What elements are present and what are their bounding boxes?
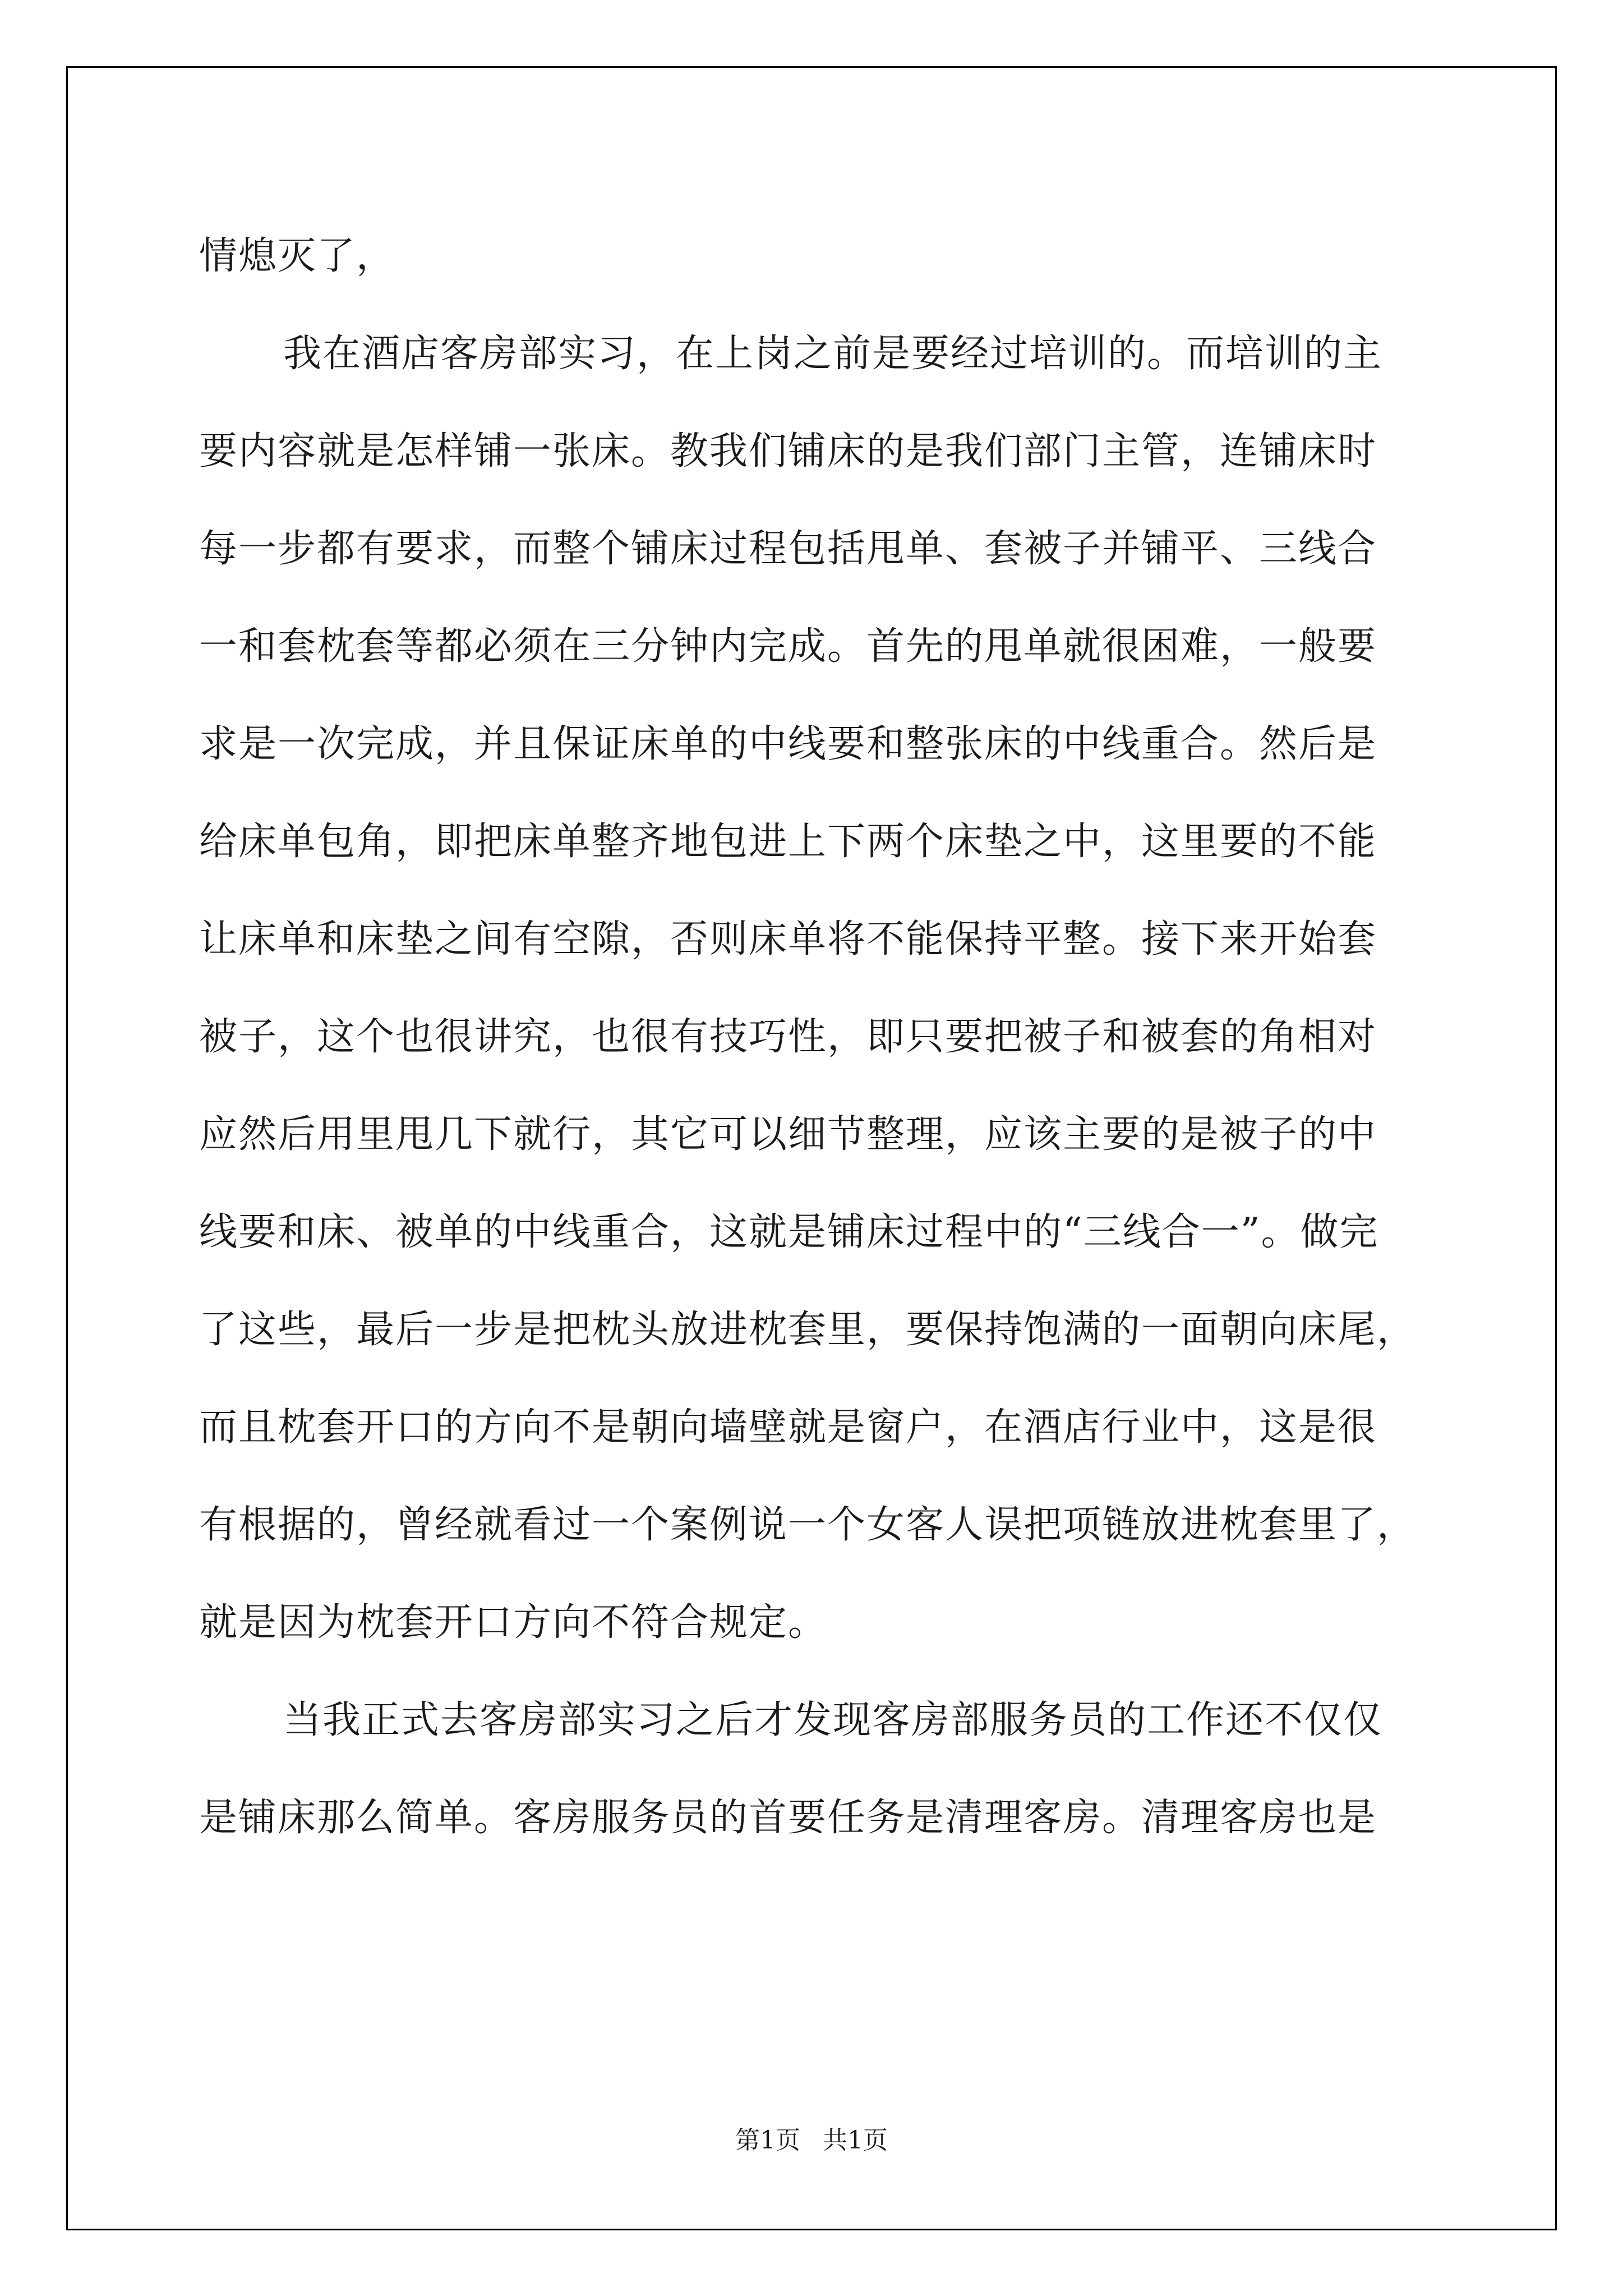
paragraph-start-line: 我在酒店客房部实习，在上岗之前是要经过培训的。而培训的主 xyxy=(283,332,1383,376)
text-line: 情熄灭了， xyxy=(199,234,396,278)
text-line: 每一步都有要求，而整个铺床过程包括甩单、套被子并铺平、三线合 xyxy=(199,527,1377,571)
text-line: 应然后用里甩几下就行，其它可以细节整理，应该主要的是被子的中 xyxy=(199,1112,1377,1157)
text-line: 被子，这个也很讲究，也很有技巧性，即只要把被子和被套的角相对 xyxy=(199,1015,1377,1059)
text-line: 而且枕套开口的方向不是朝向墙壁就是窗户，在酒店行业中，这是很 xyxy=(199,1405,1377,1450)
text-line: 就是因为枕套开口方向不符合规定。 xyxy=(199,1600,828,1645)
text-line: 有根据的，曾经就看过一个案例说一个女客人误把项链放进枕套里了， xyxy=(199,1503,1417,1547)
text-line: 一和套枕套等都必须在三分钟内完成。首先的甩单就很困难，一般要 xyxy=(199,624,1377,669)
page-total: 共1页 xyxy=(823,2126,888,2155)
text-line: 给床单包角，即把床单整齐地包进上下两个床垫之中，这里要的不能 xyxy=(199,820,1377,864)
text-line: 求是一次完成，并且保证床单的中线要和整张床的中线重合。然后是 xyxy=(199,722,1377,766)
text-line: 了这些，最后一步是把枕头放进枕套里，要保持饱满的一面朝向床尾， xyxy=(199,1308,1417,1352)
page-number: 第1页 xyxy=(735,2126,800,2155)
text-line: 让床单和床垫之间有空隙，否则床单将不能保持平整。接下来开始套 xyxy=(199,917,1377,961)
text-line: 要内容就是怎样铺一张床。教我们铺床的是我们部门主管，连铺床时 xyxy=(199,429,1377,473)
paragraph-start-line: 当我正式去客房部实习之后才发现客房部服务员的工作还不仅仅 xyxy=(283,1698,1383,1742)
text-line: 线要和床、被单的中线重合，这就是铺床过程中的“三线合一”。做完 xyxy=(199,1210,1379,1254)
document-body xyxy=(199,208,1427,1867)
text-line: 是铺床那么简单。客房服务员的首要任务是清理客房。清理客房也是 xyxy=(199,1796,1377,1840)
page-footer xyxy=(0,2124,1623,2157)
